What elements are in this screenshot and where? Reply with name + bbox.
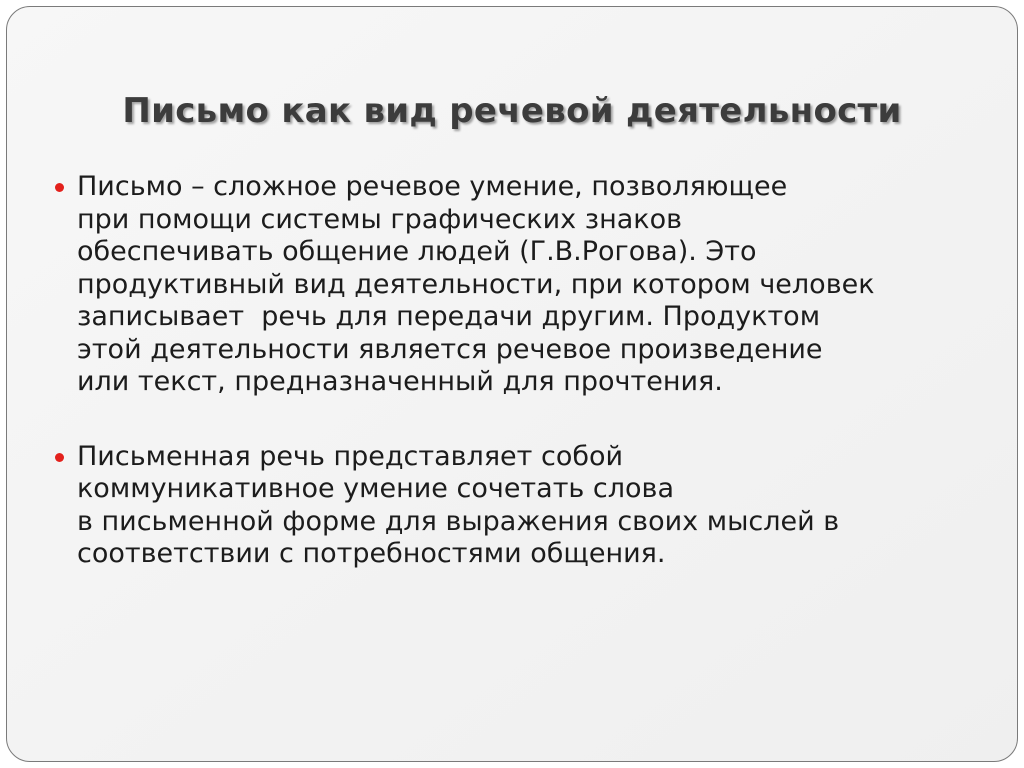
slide-title: Письмо как вид речевой деятельности <box>122 91 902 131</box>
bullet-item <box>49 171 875 399</box>
slide-frame <box>6 6 1018 762</box>
bullet-dot-icon <box>55 453 64 462</box>
bullet-dot-icon <box>55 183 64 192</box>
bullet-text: Письмо – сложное речевое умение, позволяющее при помощи системы графических знаков обеспечивать общение людей (Г.В.Рогова). Это продуктивный вид деятельности, при котором человек записывает речь для передачи другим. Продуктом этой деятельности является речевое произведение или текст, предназначенный для прочтения. <box>77 171 875 397</box>
bullet-item <box>49 441 875 571</box>
bullet-text: Письменная речь представляет собой коммуникативное умение сочетать слова в письменной форме для выражения своих мыслей в соответствии с потребностями общения. <box>77 440 840 569</box>
bullet-list <box>49 171 875 571</box>
